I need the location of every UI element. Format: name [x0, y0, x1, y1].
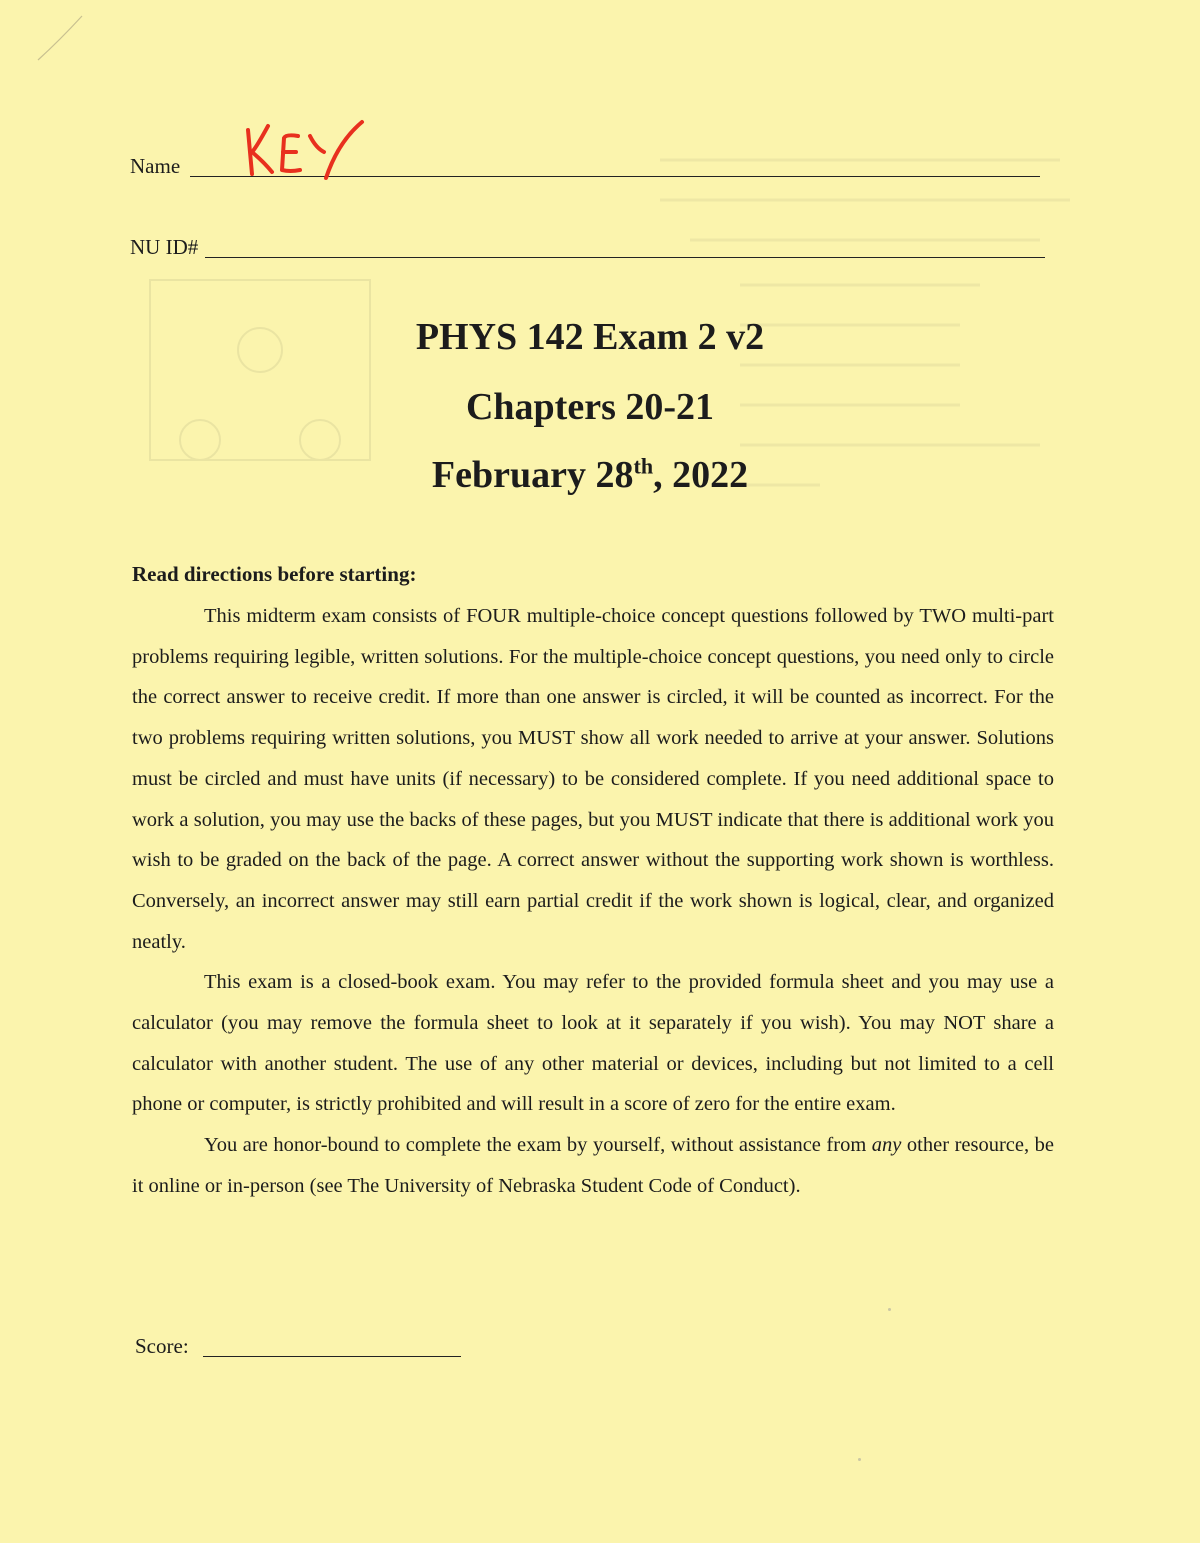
- handwritten-key-glyphs: [238, 112, 368, 182]
- nuid-underline: [205, 257, 1045, 258]
- paragraph-3-start: You are honor-bound to complete the exam by yourself, without assistance from: [204, 1134, 872, 1157]
- exam-date: [330, 453, 850, 497]
- chapters-title: Chapters 20-21: [465, 386, 715, 428]
- score-field[interactable]: [203, 1356, 461, 1357]
- directions-body: [132, 596, 1054, 1207]
- score-label: Score:: [135, 1334, 189, 1358]
- handwritten-key: [238, 112, 368, 187]
- directions-paragraph-1: This midterm exam consists of FOUR multiple-choice concept questions followed by TWO multi-part problems requiring legible, written solutions. For the multiple-choice concept questions, you need only to circle the correct answer to receive credit. If more than one answer is circled, it will be counted as incorrect. For the two problems requiring written solutions, you MUST show all work needed to arrive at your answer. Solutions must be circled and must have units (if necessary) to be considered complete. If you need additional space to work a solution, you may use the backs of these pages, but you MUST indicate that there is additional work you wish to be graded on the back of the page. A correct answer without the supporting work shown is worthless. Conversely, an incorrect answer may still earn partial credit if the work shown is logical, clear, and organized neatly.: [132, 605, 1054, 953]
- directions-heading: Read directions before starting:: [132, 562, 417, 586]
- paper-speck: [858, 1458, 861, 1461]
- exam-date-year: , 2022: [653, 454, 749, 496]
- pencil-mark: [30, 10, 90, 70]
- directions-paragraph-2: This exam is a closed-book exam. You may refer to the provided formula sheet and you may use a calculator (you may remove the formula sheet to look at it separately if you wish). You may NOT share a calculator with another student. The use of any other material or devices, including but not limited to a cell phone or computer, is strictly prohibited and will result in a score of zero for the entire exam.: [132, 971, 1054, 1116]
- exam-cover-page: Name NU ID# PHYS 142 Exam 2 v2 Chapters 20-21 February 28th, 2022 Read directions before starting: This midterm exam consists of FOUR multiple-choice concept questions followed by TWO multi-part problems requiring legible, written solutions. For the multiple-choice concept questions, you need only to circle the correct answer to receive credit. If more than one answer is circled, it will be counted as incorrect. For the two problems requiring written solutions, you MUST show all work needed to arrive at your answer. Solutions must be circled and must have units (if necessary) to be considered complete. If you need additional space to work a solution, you may use the backs of these pages, but you MUST indicate that there is additional work you wish to be graded on the back of the page. A correct answer without the supporting work shown is worthless. Conversely, an incorrect answer may still earn partial credit if the work shown is logical, clear, and organized neatly. This exam is a closed-book exam. You may refer to the provided formula sheet and you may use a calculator (you may remove the formula sheet to look at it separately if you wish). You may NOT share a calculator with another student. The use of any other material or devices, including but not limited to a cell phone or computer, is strictly prohibited and will result in a score of zero for the entire exam. You are honor-bound to complete the exam by yourself, without assistance from any other resource, be it online or in-person (see The University of Nebraska Student Code of Conduct). Score:: [0, 0, 1200, 1543]
- course-title: PHYS 142 Exam 2 v2: [415, 316, 765, 358]
- exam-date-month-day: February 28: [431, 454, 634, 496]
- paragraph-3-emphasis: any: [871, 1134, 902, 1157]
- exam-date-suffix: th: [633, 453, 654, 479]
- paragraph-3-end: other resource, be it online or in-person (see The University of Nebraska Student Code of Conduct).: [132, 1134, 1054, 1197]
- bleed-through-circuit: [140, 270, 380, 470]
- directions-paragraph-3: [132, 1125, 1054, 1206]
- paper-speck: [888, 1308, 891, 1311]
